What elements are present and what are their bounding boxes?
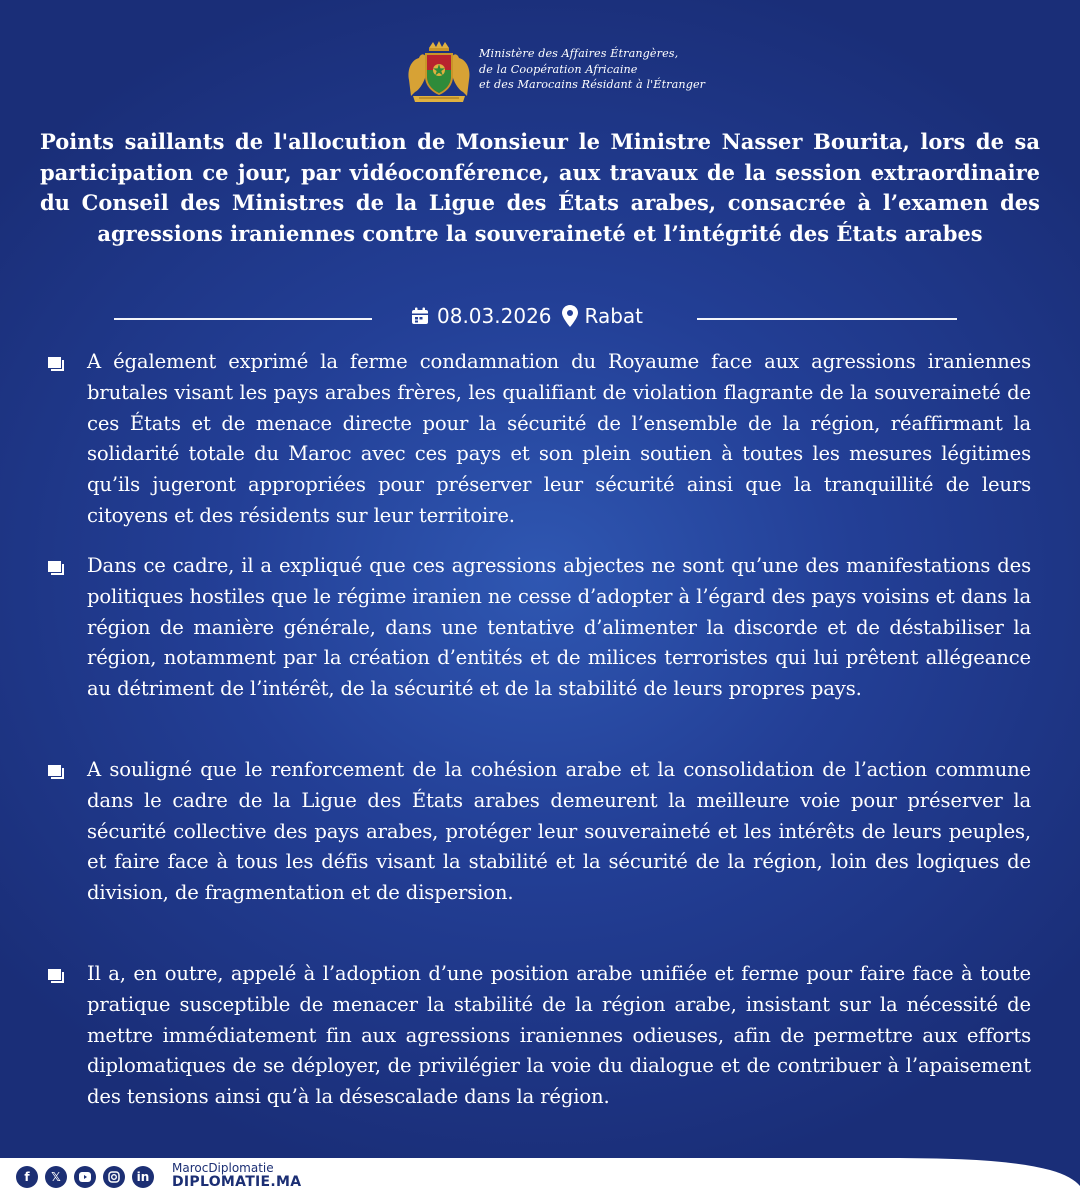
location-text: Rabat [584, 304, 644, 328]
footer-handle [172, 1161, 301, 1189]
ministry-line-3: et des Marocains Résidant à l'Étranger [479, 78, 706, 91]
social-handle: MarocDiplomatie [172, 1161, 274, 1175]
page-title: Points saillants de l'allocution de Monsieur le Ministre Nasser Bourita, lors de sa participation ce jour, par vidéoconférence, aux travaux de la session extraordinaire du Conseil des Ministres de la Ligue des États arabes, consacrée à l’examen des agressions iraniennes contre la souveraineté et l’intégrité des États arabes [40, 129, 1040, 246]
date-location-row [0, 304, 1080, 334]
youtube-icon[interactable] [74, 1166, 96, 1188]
bullet-square-icon [48, 969, 65, 983]
instagram-icon[interactable] [103, 1166, 125, 1188]
ministry-header [405, 40, 705, 106]
calendar-icon [410, 306, 430, 326]
footer-banner [0, 1150, 1080, 1200]
facebook-icon[interactable]: f [16, 1166, 38, 1188]
bullet-text: A souligné que le renforcement de la cohésion arabe et la consolidation de l’action commune dans le cadre de la Ligue des États arabes demeurent la meilleure voie pour préserver la sécurité collective des pays arabes, protéger leur souveraineté et les intérêts de leurs peuples, et faire face à tous les défis visant la stabilité et la sécurité de la région, loin des logiques de division, de fragmentation et de dispersion. [87, 758, 1031, 905]
ministry-line-1: Ministère des Affaires Étrangères, [479, 47, 679, 60]
bullet-text: A également exprimé la ferme condamnation du Royaume face aux agressions iraniennes brutales visant les pays arabes frères, les qualifiant de violation flagrante de la souveraineté de ces États et de menace directe pour la sécurité de l’ensemble de la région, réaffirmant la solidarité totale du Maroc avec ces pays et son plein soutien à toutes les mesures légitimes qu’ils jugeront appropriées pour préserver leur sécurité ainsi que la tranquillité de leurs citoyens et des résidents sur leur territoire. [87, 350, 1031, 527]
x-icon[interactable]: 𝕏 [45, 1166, 67, 1188]
linkedin-icon[interactable]: in [132, 1166, 154, 1188]
moroccan-coat-of-arms-icon [405, 40, 473, 106]
divider-right [697, 318, 957, 320]
location-pin-icon [562, 305, 578, 327]
website-link[interactable]: DIPLOMATIE.MA [172, 1174, 302, 1190]
ministry-line-2: de la Coopération Africaine [479, 62, 638, 76]
date-text: 08.03.2026 [437, 304, 552, 328]
bullet-square-icon [48, 765, 65, 779]
bullet-text: Dans ce cadre, il a expliqué que ces agressions abjectes ne sont qu’une des manifestations des politiques hostiles que le régime iranien ne cesse d’adopter à l’égard des pays voisins et dans la région de manière générale, dans une tentative d’alimenter la discorde et de déstabiliser la région, notamment par la création d’entités et de milices terroristes qui lui prêtent allégeance au détriment de l’intérêt, de la sécurité et de la stabilité de leurs propres pays. [87, 554, 1031, 701]
social-links [16, 1166, 154, 1188]
divider-left [114, 318, 372, 320]
bullet-text: Il a, en outre, appelé à l’adoption d’une position arabe unifiée et ferme pour faire face à toute pratique susceptible de menacer la stabilité de la région arabe, insistant sur la nécessité de mettre immédiatement fin aux agressions iraniennes odieuses, afin de permettre aux efforts diplomatiques de se déployer, de privilégier la voie du dialogue et de contribuer à l’apaisement des tensions ainsi qu’à la désescalade dans la région. [87, 962, 1031, 1109]
bullet-square-icon [48, 561, 65, 575]
bullet-square-icon [48, 357, 65, 371]
